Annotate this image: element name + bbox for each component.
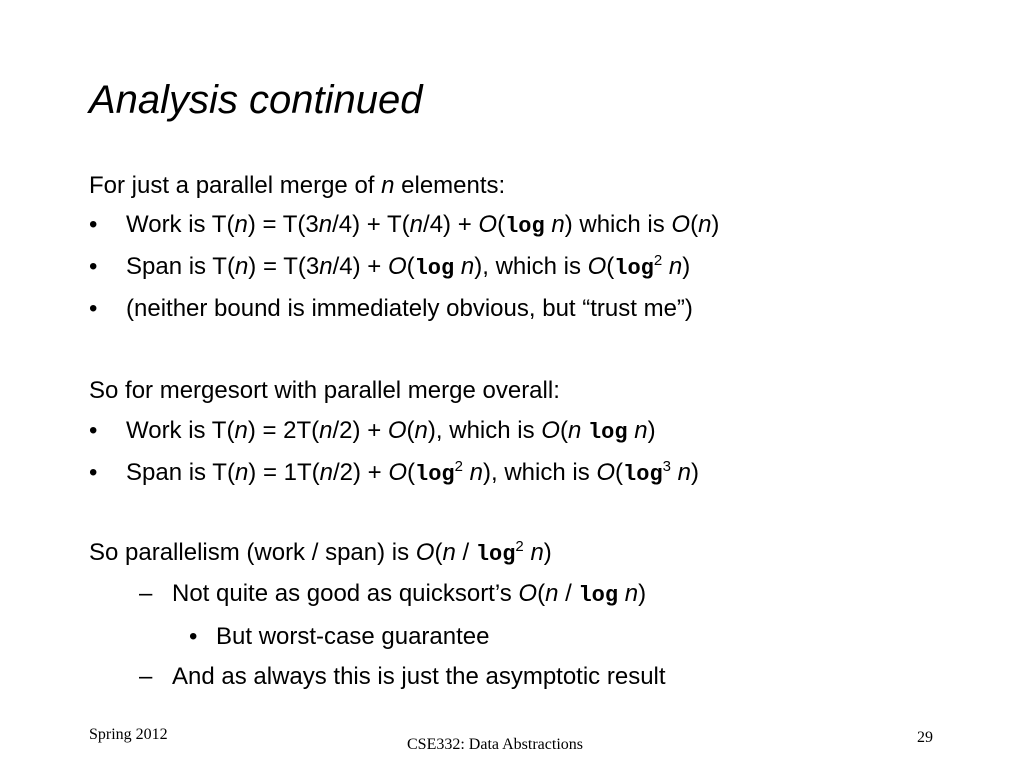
footer-page-number: 29 — [917, 729, 933, 746]
bullet-icon: • — [89, 211, 98, 238]
bullet-icon: • — [89, 459, 98, 486]
sort-span-text: Span is $T(n) = 1T(n/2) + O(\log^2$ n), which is $O(\log^3$ n) — [126, 458, 700, 487]
bullet-icon: • — [89, 417, 98, 444]
footer-date: Spring 2012 — [89, 726, 168, 743]
sort-work-text: Work is T(n) = 2T(n/2) + O(n), which is O(n log n) — [126, 417, 656, 445]
bullet-icon: • — [89, 253, 98, 280]
intro-merge-text: For just a parallel merge of n elements: — [89, 172, 506, 199]
quicksort-compare-text: Not quite as good as quicksort’s O(n / log n) — [172, 580, 647, 608]
asymptotic-text: And as always this is just the asymptotic result — [172, 663, 666, 690]
bullet-icon: • — [189, 623, 198, 650]
footer-course: CSE332: Data Abstractions — [407, 736, 583, 753]
merge-span-text: Span is T(n) = T(3n/4) + O(log n), which is $O(\log^2$ n) — [126, 252, 691, 281]
slide-title: Analysis continued — [89, 78, 423, 122]
bullet-icon: • — [89, 295, 98, 322]
dash-icon: – — [139, 663, 153, 690]
merge-work-text: Work is T(n) = T(3n/4) + T(n/4) + O(log n) which is O(n) — [126, 211, 720, 239]
merge-note-text: (neither bound is immediately obvious, but “trust me”) — [126, 295, 693, 322]
parallelism-text: So parallelism (work / span) is $O(n / \log^2 n)$ — [89, 538, 552, 567]
intro-mergesort-text: So for mergesort with parallel merge overall: — [89, 377, 560, 404]
worst-case-text: But worst-case guarantee — [216, 623, 490, 650]
dash-icon: – — [139, 580, 153, 607]
